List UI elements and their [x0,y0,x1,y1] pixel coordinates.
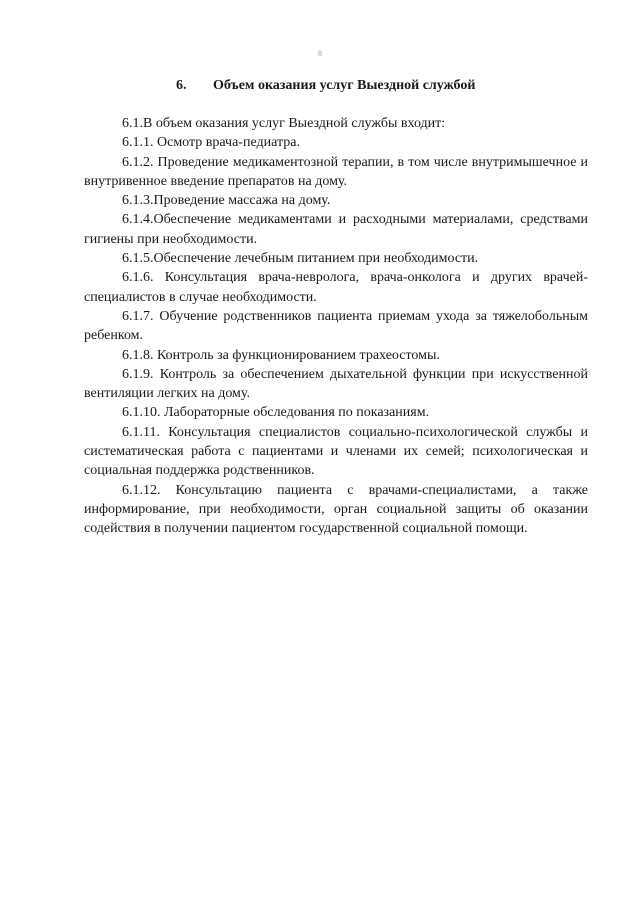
paragraph-6-1-6: 6.1.6. Консультация врача-невролога, врача-онколога и других врачей-специалистов в случае необходимости. [84,270,588,305]
paragraph-6-1-3: 6.1.3.Проведение массажа на дому. [122,193,331,209]
paragraph-6-1-9: 6.1.9. Контроль за обеспечением дыхательной функции при искусственной вентиляции легких на дому. [84,366,588,402]
document-body [84,114,588,539]
paragraph-6-1-2: 6.1.2. Проведение медикаментозной терапии, в том числе внутримышечное и внутривенное введение препаратов на дому. [84,154,588,189]
paragraph-6-1-11: 6.1.11. Консультация специалистов социально-психологической службы и систематическая работа с пациентами и членами их семей; психологическая и социальная поддержка родственников. [84,424,588,479]
paragraph-6-1-10: 6.1.10. Лабораторные обследования по показаниям. [122,405,430,421]
section-number: 6. [176,78,187,93]
page-number: 8 [318,49,322,58]
paragraph-6-1-5: 6.1.5.Обеспечение лечебным питанием при необходимости. [122,251,479,267]
paragraph-6-1-7: 6.1.7. Обучение родственников пациента приемам ухода за тяжелобольным ребенком. [84,308,588,344]
paragraph-6-1-8: 6.1.8. Контроль за функционированием трахеостомы. [122,347,440,363]
paragraph-6-1-12: 6.1.12. Консультацию пациента с врачами-специалистами, а также информирование, при необходимости, орган социальной защиты об оказании содействия в получении пациентом государственной социальной помощи. [84,482,588,537]
paragraph-6-1: 6.1.В объем оказания услуг Выездной службы входит: [122,116,446,131]
paragraph-6-1-1: 6.1.1. Осмотр врача-педиатра. [122,135,300,151]
section-title: Объем оказания услуг Выездной службой [213,78,476,93]
paragraph-6-1-4: 6.1.4.Обеспечение медикаментами и расходными материалами, средствами гигиены при необходимости. [84,212,588,247]
